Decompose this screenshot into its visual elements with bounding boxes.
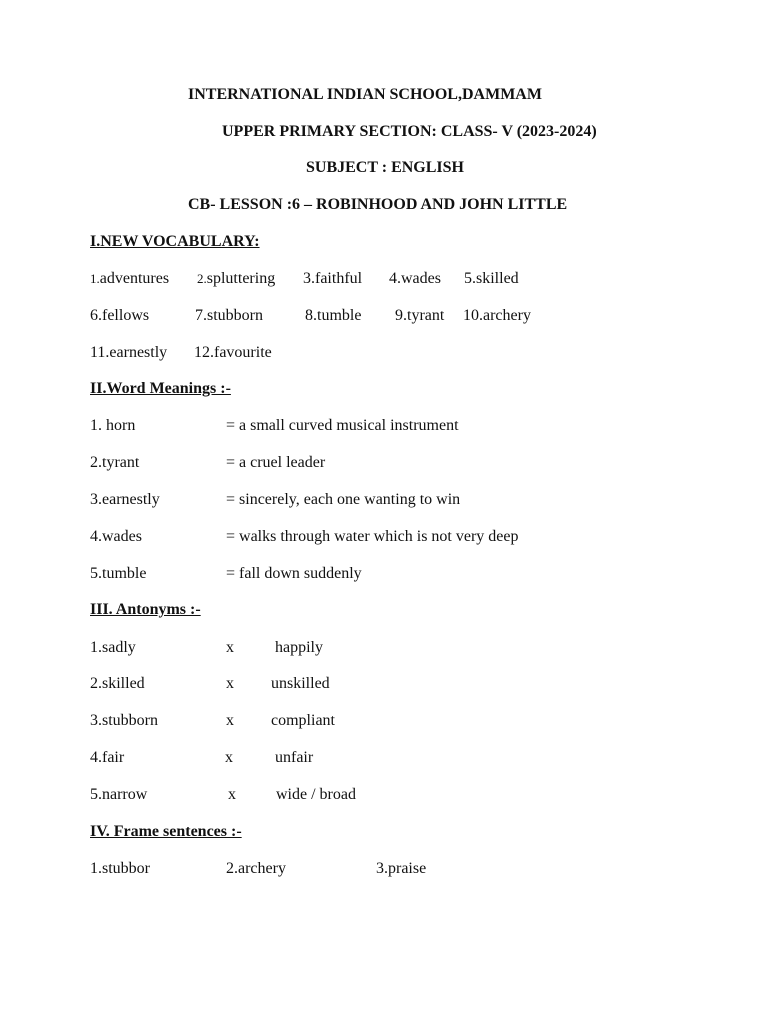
subject-title: SUBJECT : ENGLISH <box>306 159 464 176</box>
antonym-word: 3.stubborn <box>90 712 158 729</box>
antonym-word: 1.sadly <box>90 639 136 656</box>
antonym-word: 4.fair <box>90 749 125 766</box>
meaning-term: 3.earnestly <box>90 491 160 508</box>
frame-item: 1.stubbor <box>90 860 150 877</box>
meaning-term: 1. horn <box>90 417 136 434</box>
meaning-definition: = fall down suddenly <box>226 565 362 582</box>
antonym-word: 2.skilled <box>90 675 145 692</box>
meaning-definition: = a small curved musical instrument <box>226 417 459 434</box>
antonym-word: 5.narrow <box>90 786 148 803</box>
school-name: INTERNATIONAL INDIAN SCHOOL,DAMMAM <box>188 86 542 103</box>
meanings-heading: II.Word Meanings :- <box>90 380 231 397</box>
antonym-separator: x <box>226 675 234 692</box>
antonyms-heading: III. Antonyms :- <box>90 601 201 618</box>
vocab-item: 8.tumble <box>305 307 362 324</box>
vocab-item: 10.archery <box>463 307 531 324</box>
meaning-definition: = a cruel leader <box>226 454 326 471</box>
meaning-definition: = sincerely, each one wanting to win <box>226 491 461 508</box>
antonym-separator: x <box>225 749 233 766</box>
vocab-item: 1.adventures <box>90 270 170 287</box>
meaning-term: 2.tyrant <box>90 454 140 471</box>
antonym-separator: x <box>228 786 236 803</box>
antonym-separator: x <box>226 712 234 729</box>
vocab-item: 4.wades <box>389 270 441 287</box>
meaning-term: 5.tumble <box>90 565 147 582</box>
frame-item: 3.praise <box>376 860 427 877</box>
vocab-item: 6.fellows <box>90 307 150 324</box>
antonym-opposite: compliant <box>271 712 335 729</box>
vocab-item: 12.favourite <box>194 344 272 361</box>
antonym-separator: x <box>226 639 234 656</box>
vocab-item: 9.tyrant <box>395 307 445 324</box>
lesson-title: CB- LESSON :6 – ROBINHOOD AND JOHN LITTLE <box>188 196 568 213</box>
frame-item: 2.archery <box>226 860 286 877</box>
antonym-opposite: unskilled <box>271 675 330 692</box>
vocab-item: 5.skilled <box>464 270 519 287</box>
vocab-item: 2.spluttering <box>197 270 276 287</box>
frame-sentences-heading: IV. Frame sentences :- <box>90 823 242 840</box>
antonym-opposite: wide / broad <box>276 786 356 803</box>
vocab-item: 11.earnestly <box>90 344 168 361</box>
antonym-opposite: happily <box>275 639 323 656</box>
meaning-term: 4.wades <box>90 528 142 545</box>
antonym-opposite: unfair <box>275 749 314 766</box>
section-class: UPPER PRIMARY SECTION: CLASS- V (2023-2024) <box>222 123 597 140</box>
vocab-item: 3.faithful <box>303 270 363 287</box>
meaning-definition: = walks through water which is not very deep <box>226 528 519 545</box>
vocabulary-heading: I.NEW VOCABULARY: <box>90 233 260 250</box>
vocab-item: 7.stubborn <box>195 307 263 324</box>
